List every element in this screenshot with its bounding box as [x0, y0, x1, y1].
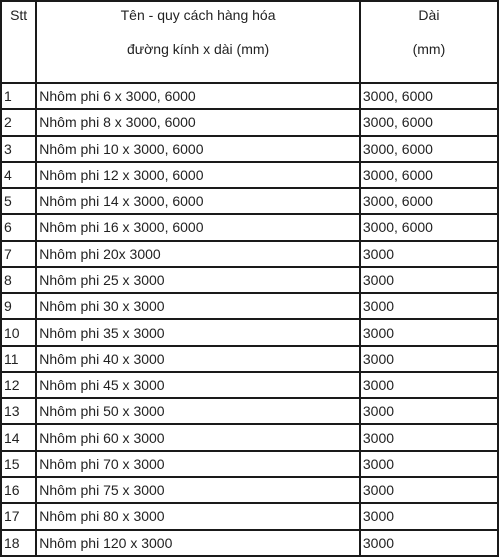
row-stt-cell: 9	[1, 293, 36, 319]
row-name-cell: Nhôm phi 80 x 3000	[36, 503, 360, 529]
table-row	[1, 477, 498, 503]
row-name-cell: Nhôm phi 10 x 3000, 6000	[36, 136, 360, 162]
table-row	[1, 424, 498, 450]
table-row	[1, 293, 498, 319]
header-name	[36, 1, 360, 83]
row-length-cell: 3000	[360, 530, 498, 556]
row-stt-cell: 13	[1, 398, 36, 424]
row-name-cell: Nhôm phi 16 x 3000, 6000	[36, 214, 360, 240]
table-row	[1, 372, 498, 398]
row-stt-cell: 11	[1, 346, 36, 372]
row-length-cell: 3000	[360, 293, 498, 319]
table-row	[1, 241, 498, 267]
table-row	[1, 346, 498, 372]
row-stt-cell: 18	[1, 530, 36, 556]
row-stt-cell: 3	[1, 136, 36, 162]
row-length-cell: 3000, 6000	[360, 188, 498, 214]
row-length-cell: 3000, 6000	[360, 83, 498, 109]
row-length-cell: 3000, 6000	[360, 162, 498, 188]
header-length	[360, 1, 498, 83]
row-length-cell: 3000	[360, 241, 498, 267]
row-stt-cell: 10	[1, 319, 36, 345]
row-stt-cell: 6	[1, 214, 36, 240]
row-name-cell: Nhôm phi 60 x 3000	[36, 424, 360, 450]
row-length-cell: 3000	[360, 398, 498, 424]
header-length-line1: Dài	[418, 7, 440, 23]
row-name-cell: Nhôm phi 20x 3000	[36, 241, 360, 267]
header-row	[1, 1, 498, 83]
table-row	[1, 109, 498, 135]
table-row	[1, 451, 498, 477]
table-body	[1, 83, 498, 556]
row-length-cell: 3000	[360, 503, 498, 529]
row-name-cell: Nhôm phi 30 x 3000	[36, 293, 360, 319]
row-stt-cell: 15	[1, 451, 36, 477]
table-row	[1, 319, 498, 345]
table-row	[1, 136, 498, 162]
row-name-cell: Nhôm phi 25 x 3000	[36, 267, 360, 293]
row-stt-cell: 17	[1, 503, 36, 529]
header-name-line1: Tên - quy cách hàng hóa	[120, 7, 276, 23]
row-name-cell: Nhôm phi 6 x 3000, 6000	[36, 83, 360, 109]
table-row	[1, 503, 498, 529]
table-row	[1, 83, 498, 109]
row-name-cell: Nhôm phi 40 x 3000	[36, 346, 360, 372]
row-length-cell: 3000	[360, 477, 498, 503]
header-stt-label: Stt	[10, 7, 28, 23]
row-length-cell: 3000	[360, 451, 498, 477]
table-row	[1, 214, 498, 240]
table-row	[1, 398, 498, 424]
row-length-cell: 3000	[360, 267, 498, 293]
table-header	[1, 1, 498, 83]
row-length-cell: 3000	[360, 346, 498, 372]
row-name-cell: Nhôm phi 45 x 3000	[36, 372, 360, 398]
row-stt-cell: 16	[1, 477, 36, 503]
row-stt-cell: 7	[1, 241, 36, 267]
row-name-cell: Nhôm phi 14 x 3000, 6000	[36, 188, 360, 214]
header-name-line2: đường kính x dài (mm)	[126, 41, 270, 57]
header-stt	[1, 1, 36, 83]
row-length-cell: 3000, 6000	[360, 136, 498, 162]
row-length-cell: 3000	[360, 424, 498, 450]
row-stt-cell: 1	[1, 83, 36, 109]
row-name-cell: Nhôm phi 50 x 3000	[36, 398, 360, 424]
row-length-cell: 3000, 6000	[360, 109, 498, 135]
row-length-cell: 3000, 6000	[360, 214, 498, 240]
row-length-cell: 3000	[360, 372, 498, 398]
row-name-cell: Nhôm phi 75 x 3000	[36, 477, 360, 503]
row-name-cell: Nhôm phi 35 x 3000	[36, 319, 360, 345]
row-stt-cell: 2	[1, 109, 36, 135]
table-row	[1, 267, 498, 293]
table-row	[1, 530, 498, 556]
row-stt-cell: 4	[1, 162, 36, 188]
header-length-line2: (mm)	[412, 41, 446, 57]
table-row	[1, 188, 498, 214]
row-stt-cell: 5	[1, 188, 36, 214]
row-name-cell: Nhôm phi 12 x 3000, 6000	[36, 162, 360, 188]
row-name-cell: Nhôm phi 8 x 3000, 6000	[36, 109, 360, 135]
row-stt-cell: 8	[1, 267, 36, 293]
row-length-cell: 3000	[360, 319, 498, 345]
row-name-cell: Nhôm phi 70 x 3000	[36, 451, 360, 477]
row-name-cell: Nhôm phi 120 x 3000	[36, 530, 360, 556]
table-row	[1, 162, 498, 188]
row-stt-cell: 14	[1, 424, 36, 450]
row-stt-cell: 12	[1, 372, 36, 398]
